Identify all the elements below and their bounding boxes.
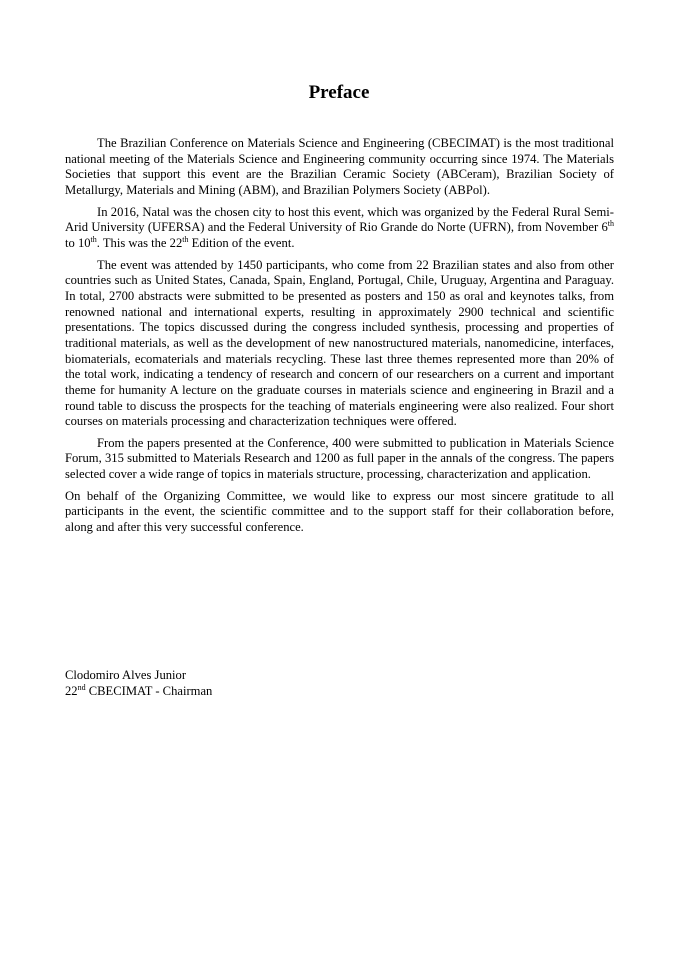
text: . This was the 22 [96,235,183,250]
superscript: th [607,219,614,229]
superscript: nd [77,682,86,692]
signature [65,668,212,699]
text: Edition of the event. [188,235,295,250]
preface-body [65,136,614,542]
text: to 10 [65,235,91,250]
paragraph-thanks: On behalf of the Organizing Committee, we would like to express our most sincere gratitude to all participants in the event, the scientific committee and to the support staff for their collaboration before, along and after this very successful conference. [65,488,614,535]
text: 22 [65,683,78,698]
paragraph-attendance: The event was attended by 1450 participants, who come from 22 Brazilian states and also from other countries such as United States, Canada, Spain, England, Portugal, Chile, Uruguay, Argentina and Paraguay. In total, 2700 abstracts were submitted to be presented as posters and 150 as oral and keynotes talks, from renowned national and international experts, resulting in approximately 2900 technical and scientific presentations. The topics discussed during the congress included synthesis, processing and properties of traditional materials, as well as the development of new nanostructured materials, nanomedicine, interfaces, biomaterials, ecomaterials and materials recycling. These last three themes represented more than 20% of the total work, indicating a tendency of research and concern of our researchers on a current and important theme for humanity A lecture on the graduate courses in materials science and engineering in Brazil and a round table to discuss the prospects for the teaching of materials engineering were also realized. Four short courses on materials processing and characterization techniques were offered. [65,257,614,429]
text: In 2016, Natal was the chosen city to host this event, which was organized by the Federal Rural Semi-Arid University (UFERSA) and the Federal University of Rio Grande do Norte (UFRN), from November 6 [65,204,614,235]
signature-role [65,684,212,700]
paragraph-intro: The Brazilian Conference on Materials Science and Engineering (CBECIMAT) is the most traditional national meeting of the Materials Science and Engineering community occurring since 1974. The Materials Societies that support this event are the Brazilian Ceramic Society (ABCeram), Brazilian Society of Metallurgy, Materials and Mining (ABM), and Brazilian Polymers Society (ABPol). [65,136,614,197]
text: CBECIMAT - Chairman [85,683,213,698]
superscript: th [182,234,189,244]
paragraph-host [65,205,614,252]
paragraph-papers: From the papers presented at the Conference, 400 were submitted to publication in Materials Science Forum, 315 submitted to Materials Research and 1200 as full paper in the annals of the congress. The papers selected cover a wide range of topics in materials structure, processing, characterization and application. [65,435,614,482]
page-title: Preface [308,82,370,103]
superscript: th [90,234,97,244]
signature-name: Clodomiro Alves Junior [65,668,187,682]
